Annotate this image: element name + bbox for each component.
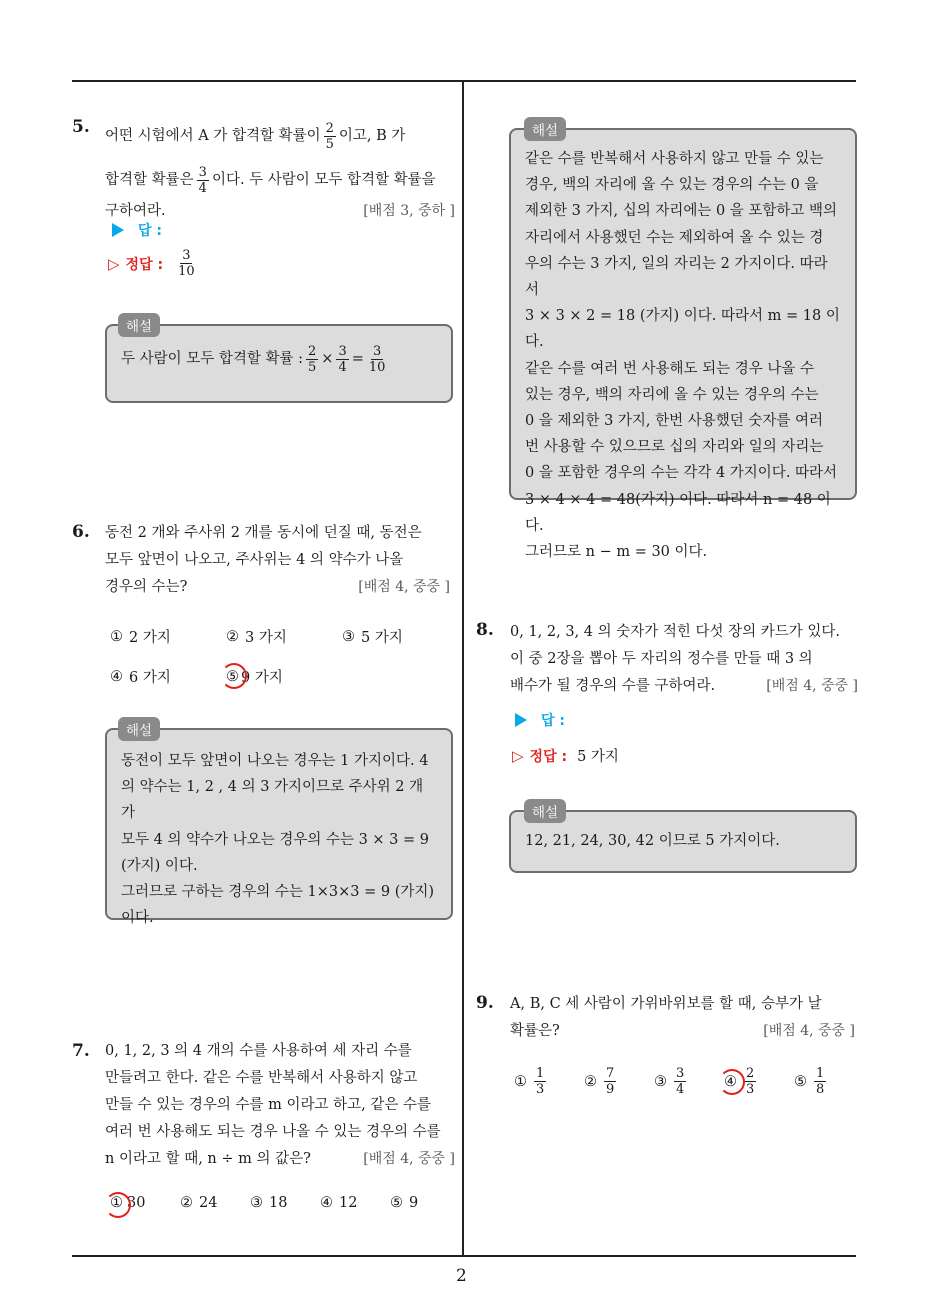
- question-8-text: 0, 1, 2, 3, 4 의 숫자가 적힌 다섯 장의 카드가 있다. 이 중 2장을 뽑아 두 자리의 정수를 만들 때 3 의 배수가 될 경우의 수를 구하여라. [배점 4, 중중 ]: [510, 619, 858, 700]
- question-6-choices-row-1: [110, 626, 403, 647]
- choice-5[interactable]: ⑤ 9: [390, 1195, 419, 1211]
- explanation-box: 12, 21, 24, 30, 42 이므로 5 가지이다.: [509, 810, 857, 873]
- question-7-number: 7.: [72, 1041, 90, 1061]
- question-9-number: 9.: [476, 993, 494, 1013]
- choice-4[interactable]: ④ $\frac{2}{3}$: [724, 1066, 755, 1097]
- answer-label: 답 :: [541, 713, 565, 729]
- correct-label: 정답 :: [529, 748, 568, 765]
- question-9-text: A, B, C 세 사람이 가위바위보를 할 때, 승부가 날 확률은? [배점 4, 중중 ]: [510, 991, 855, 1045]
- selected-answer-mark: [105, 1192, 131, 1218]
- fraction: $\frac{3}{4}$: [198, 164, 207, 196]
- play-icon: [515, 713, 527, 727]
- triangle-outline-icon: ▷: [108, 254, 120, 273]
- question-7-text: 0, 1, 2, 3 의 4 개의 수를 사용하여 세 자리 수를 만들려고 한다. 같은 수를 반복해서 사용하지 않고 만들 수 있는 경우의 수를 m 이라고 하고, 같은 수를 여러 번 사용해도 되는 경우 나올 수 있는 경우의 수를 n 이라고 할 때, n ÷ m 의 값은? [배점 4, 중중 ]: [105, 1038, 455, 1173]
- fraction: $\frac{3}{4}$: [338, 344, 347, 375]
- question-5-number: 5.: [72, 117, 90, 137]
- choice-3[interactable]: ③ 18: [250, 1195, 288, 1211]
- correct-answer-fraction: $\frac{3}{10}$: [178, 248, 195, 279]
- column-divider: [462, 81, 464, 1256]
- answer-row: [112, 220, 162, 240]
- choice-1[interactable]: ① 2 가지: [110, 628, 171, 646]
- answer-row: [515, 710, 565, 730]
- choice-2[interactable]: ② 3 가지: [226, 628, 287, 646]
- score-label: [배점 4, 중중 ]: [766, 678, 858, 694]
- question-8-number: 8.: [476, 620, 494, 640]
- score-label: [배점 4, 중중 ]: [358, 579, 450, 595]
- choice-2[interactable]: ② 24: [180, 1195, 218, 1211]
- play-icon: [112, 223, 124, 237]
- explanation-tag: 해설: [524, 117, 566, 141]
- fraction: $\frac{1}{3}$: [536, 1066, 545, 1097]
- fraction: $\frac{2}{3}$: [746, 1066, 755, 1097]
- question-5-line-3: 구하여라. [배점 3, 중하 ]: [105, 198, 455, 224]
- question-5-line-1: 어떤 시험에서 A 가 합격할 확률이 $\frac{2}{5}$ 이고, B 가: [105, 120, 406, 152]
- choice-3[interactable]: ③ 5 가지: [342, 628, 403, 646]
- choice-5[interactable]: ⑤ $\frac{1}{8}$: [794, 1066, 825, 1097]
- bottom-rule: [72, 1255, 856, 1257]
- explanation-box: 같은 수를 반복해서 사용하지 않고 만들 수 있는 경우, 백의 자리에 올 수 있는 경우의 수는 0 을 제외한 3 가지, 십의 자리에는 0 을 포함하고 백의 자리에서 사용했던 수는 제외하여 올 수 있는 경 우의 수는 3 가지, 일의 자리는 2 가지이다. 따라서 3 × 3 × 2 = 18 (가지) 이다. 따라서 m = 18 이다. 같은 수를 여러 번 사용해도 되는 경우 나올 수 있는 경우, 백의 자리에 올 수 있는 경우의 수는 0 을 제외한 3 가지, 한번 사용했던 숫자를 여러 번 사용할 수 있으므로 십의 자리와 일의 자리는 0 을 포함한 경우의 수는 각각 4 가지이다. 따라서 3 × 4 × 4 = 48(가지) 이다. 따라서 n = 48 이다. 그러므로 n − m = 30 이다.: [509, 128, 857, 500]
- question-5-line-2: 합격할 확률은 $\frac{3}{4}$ 이다. 두 사람이 모두 합격할 확률을: [105, 164, 436, 196]
- choice-4[interactable]: ④ 12: [320, 1195, 358, 1211]
- selected-answer-mark: [221, 663, 247, 689]
- explanation-box: 동전이 모두 앞면이 나오는 경우는 1 가지이다. 4 의 약수는 1, 2 , 4 의 3 가지이므로 주사위 2 개가 모두 4 의 약수가 나오는 경우의 수는 3 × 3 = 9 (가지) 이다. 그러므로 구하는 경우의 수는 1×3×3 = 9 (가지) 이다.: [105, 728, 453, 920]
- selected-answer-mark: [719, 1069, 745, 1095]
- fraction: $\frac{3}{10}$: [368, 344, 386, 375]
- triangle-outline-icon: ▷: [512, 746, 524, 765]
- fraction: $\frac{7}{9}$: [606, 1066, 615, 1097]
- choice-1[interactable]: ① $\frac{1}{3}$: [514, 1066, 545, 1097]
- correct-label: 정답 :: [125, 256, 164, 273]
- explanation-tag: 해설: [118, 313, 160, 337]
- question-6-number: 6.: [72, 522, 90, 542]
- fraction: $\frac{1}{8}$: [816, 1066, 825, 1097]
- explanation-text: 두 사람이 모두 합격할 확률 : $\frac{2}{5}$ × $\frac{3}{4}$ = $\frac{3}{10}$: [121, 344, 386, 375]
- answer-label: 답 :: [138, 223, 162, 239]
- choice-5[interactable]: ⑤ 9 가지: [226, 668, 283, 686]
- score-label: [배점 4, 중중 ]: [763, 1023, 855, 1039]
- question-6-choices-row-2: [110, 666, 283, 687]
- correct-answer-row: [512, 745, 619, 766]
- choice-4[interactable]: ④ 6 가지: [110, 668, 171, 686]
- page-number: 2: [456, 1266, 467, 1286]
- explanation-tag: 해설: [118, 717, 160, 741]
- fraction: $\frac{2}{5}$: [308, 344, 317, 375]
- top-rule: [72, 80, 856, 82]
- explanation-tag: 해설: [524, 799, 566, 823]
- fraction: $\frac{2}{5}$: [325, 120, 334, 152]
- question-7-choices: [110, 1195, 418, 1211]
- fraction: $\frac{3}{4}$: [676, 1066, 685, 1097]
- score-label: [배점 4, 중중 ]: [363, 1151, 455, 1167]
- question-5-text: [105, 118, 455, 225]
- choice-2[interactable]: ② $\frac{7}{9}$: [584, 1066, 615, 1097]
- question-6-text: 동전 2 개와 주사위 2 개를 동시에 던질 때, 동전은 모두 앞면이 나오고, 주사위는 4 의 약수가 나올 경우의 수는? [배점 4, 중중 ]: [105, 520, 450, 601]
- correct-answer-row: [108, 248, 200, 279]
- question-9-choices: [514, 1066, 829, 1097]
- choice-3[interactable]: ③ $\frac{3}{4}$: [654, 1066, 685, 1097]
- choice-1[interactable]: ① 30: [110, 1195, 146, 1211]
- correct-answer-value: 5 가지: [577, 749, 619, 765]
- score-label: [배점 3, 중하 ]: [363, 203, 455, 219]
